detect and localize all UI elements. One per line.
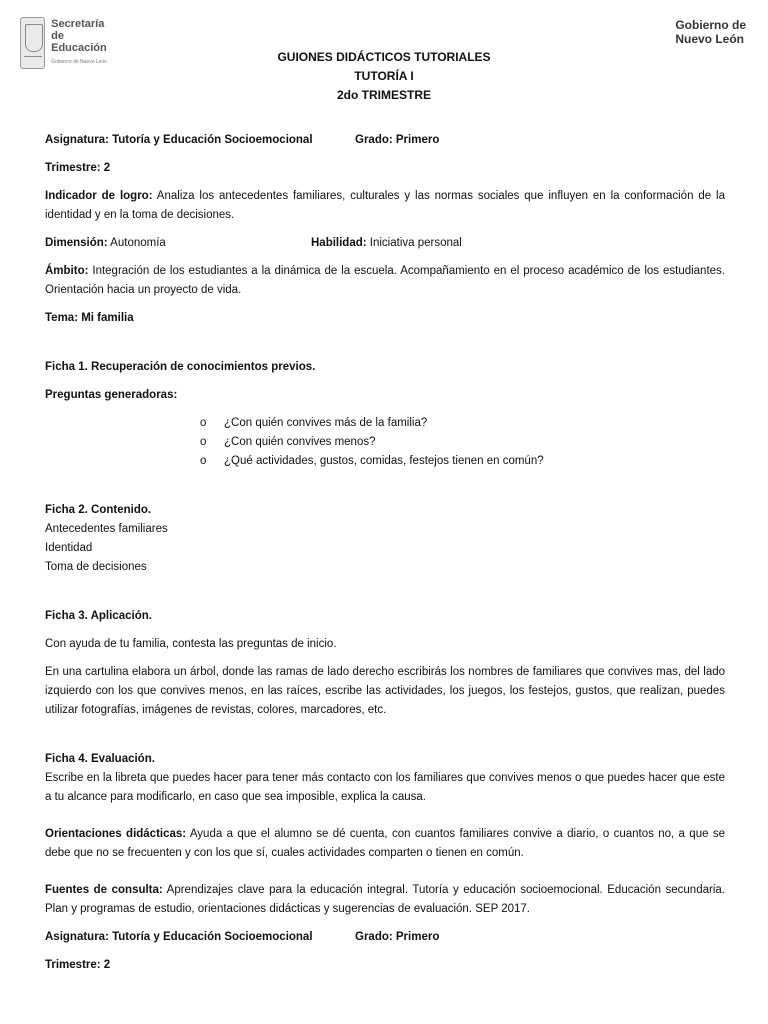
tema: Tema: Mi familia [45,312,134,324]
list-item [200,452,725,471]
contenido-item: Antecedentes familiares [45,523,168,535]
dimension [45,234,311,253]
contenido-item: Toma de decisiones [45,561,147,573]
list-item [200,433,725,452]
logo-line-3: Gobierno de Nuevo León [51,59,107,65]
trimestre-2: Trimestre: 2 [45,959,111,971]
fuentes-label: Fuentes de consulta: [45,884,163,896]
ficha-3-heading: Ficha 3. Aplicación. [45,610,152,622]
ambito [45,262,725,300]
gobierno-nuevo-leon-logo [675,18,746,46]
document-body [45,131,725,975]
ficha-1-heading: Ficha 1. Recuperación de conocimientos previos. [45,361,316,373]
dimension-label: Dimensión: [45,237,108,249]
habilidad-value: Iniciativa personal [366,237,462,249]
title-line-1: GUIONES DIDÁCTICOS TUTORIALES [277,50,491,64]
contenido-item: Identidad [45,542,93,554]
ficha-4-heading: Ficha 4. Evaluación. [45,753,155,765]
title-line-3: 2do TRIMESTRE [336,88,431,102]
indicador-de-logro [45,187,725,225]
grado-2: Grado: Primero [355,931,440,943]
title-line-2: TUTORÍA I [354,69,414,83]
fuentes-text: Aprendizajes clave para la educación integral. Tutoría y educación socioemocional. Educación secundaria. Plan y programas de estudio, orientaciones didácticas y sugerencias de evaluación. SEP 2017. [45,884,725,915]
bullet-marker: o [200,455,207,467]
dimension-value: Autonomía [107,237,166,249]
pregunta-text: ¿Con quién convives menos? [224,436,376,448]
bullet-marker: o [200,436,207,448]
pregunta-text: ¿Qué actividades, gustos, comidas, festejos tienen en común? [224,455,544,467]
fuentes-de-consulta [45,881,725,919]
indicador-label: Indicador de logro: [45,190,153,202]
gov-logo-line-2: Nuevo León [675,32,744,46]
logo-line-1: Secretaría [51,18,105,30]
gov-logo-line-1: Gobierno de [675,18,746,32]
list-item [200,414,725,433]
indicador-text: Analiza los antecedentes familiares, culturales y las normas sociales que influyen en la conformación de la identidad y en la toma de decisiones. [45,190,725,221]
habilidad [311,234,462,253]
asignatura-row [45,131,725,150]
ficha-2-heading: Ficha 2. Contenido. [45,504,152,516]
aplicacion-instructions: En una cartulina elabora un árbol, donde las ramas de lado derecho escribirás los nombres de familiares que convives mas, del lado izquierdo con los que convives menos, en las raíces, escribe las actividades, los juegos, los festejos, gustos, que realizan, puedes utilizar fotografías, imágenes de revistas, colores, marcadores, etc. [45,666,725,716]
logo-line-2: de Educación [51,30,107,54]
trimestre: Trimestre: 2 [45,162,111,174]
ambito-text: Integración de los estudiantes a la dinámica de la escuela. Acompañamiento en el proceso académico de los estudiantes. Orientación hacia un proyecto de vida. [45,265,725,296]
dimension-row [45,234,725,253]
preguntas-label: Preguntas generadoras: [45,389,178,401]
grado: Grado: Primero [355,134,440,146]
asignatura: Asignatura: Tutoría y Educación Socioemocional [45,134,313,146]
habilidad-label: Habilidad: [311,237,367,249]
pregunta-text: ¿Con quién convives más de la familia? [224,417,428,429]
ambito-label: Ámbito: [45,265,89,277]
asignatura-row-2 [45,928,725,947]
aplicacion-intro: Con ayuda de tu familia, contesta las preguntas de inicio. [45,638,337,650]
document-title [0,48,768,105]
orientaciones-label: Orientaciones didácticas: [45,828,187,840]
orientaciones-didacticas [45,825,725,863]
evaluacion-text: Escribe en la libreta que puedes hacer para tener más contacto con los familiares que convives menos o que puedes hacer que este a tu alcance para modificarlo, en caso que sea imposible, explica la causa. [45,772,725,803]
preguntas-list [45,414,725,471]
orientaciones-text: Ayuda a que el alumno se dé cuenta, con cuantos familiares convive a diario, o cuantos no, a que se debe que no se frecuenten y con los que sí, cuales actividades comparten o tienen en común. [45,828,725,859]
asignatura-2: Asignatura: Tutoría y Educación Socioemocional [45,931,313,943]
bullet-marker: o [200,417,207,429]
